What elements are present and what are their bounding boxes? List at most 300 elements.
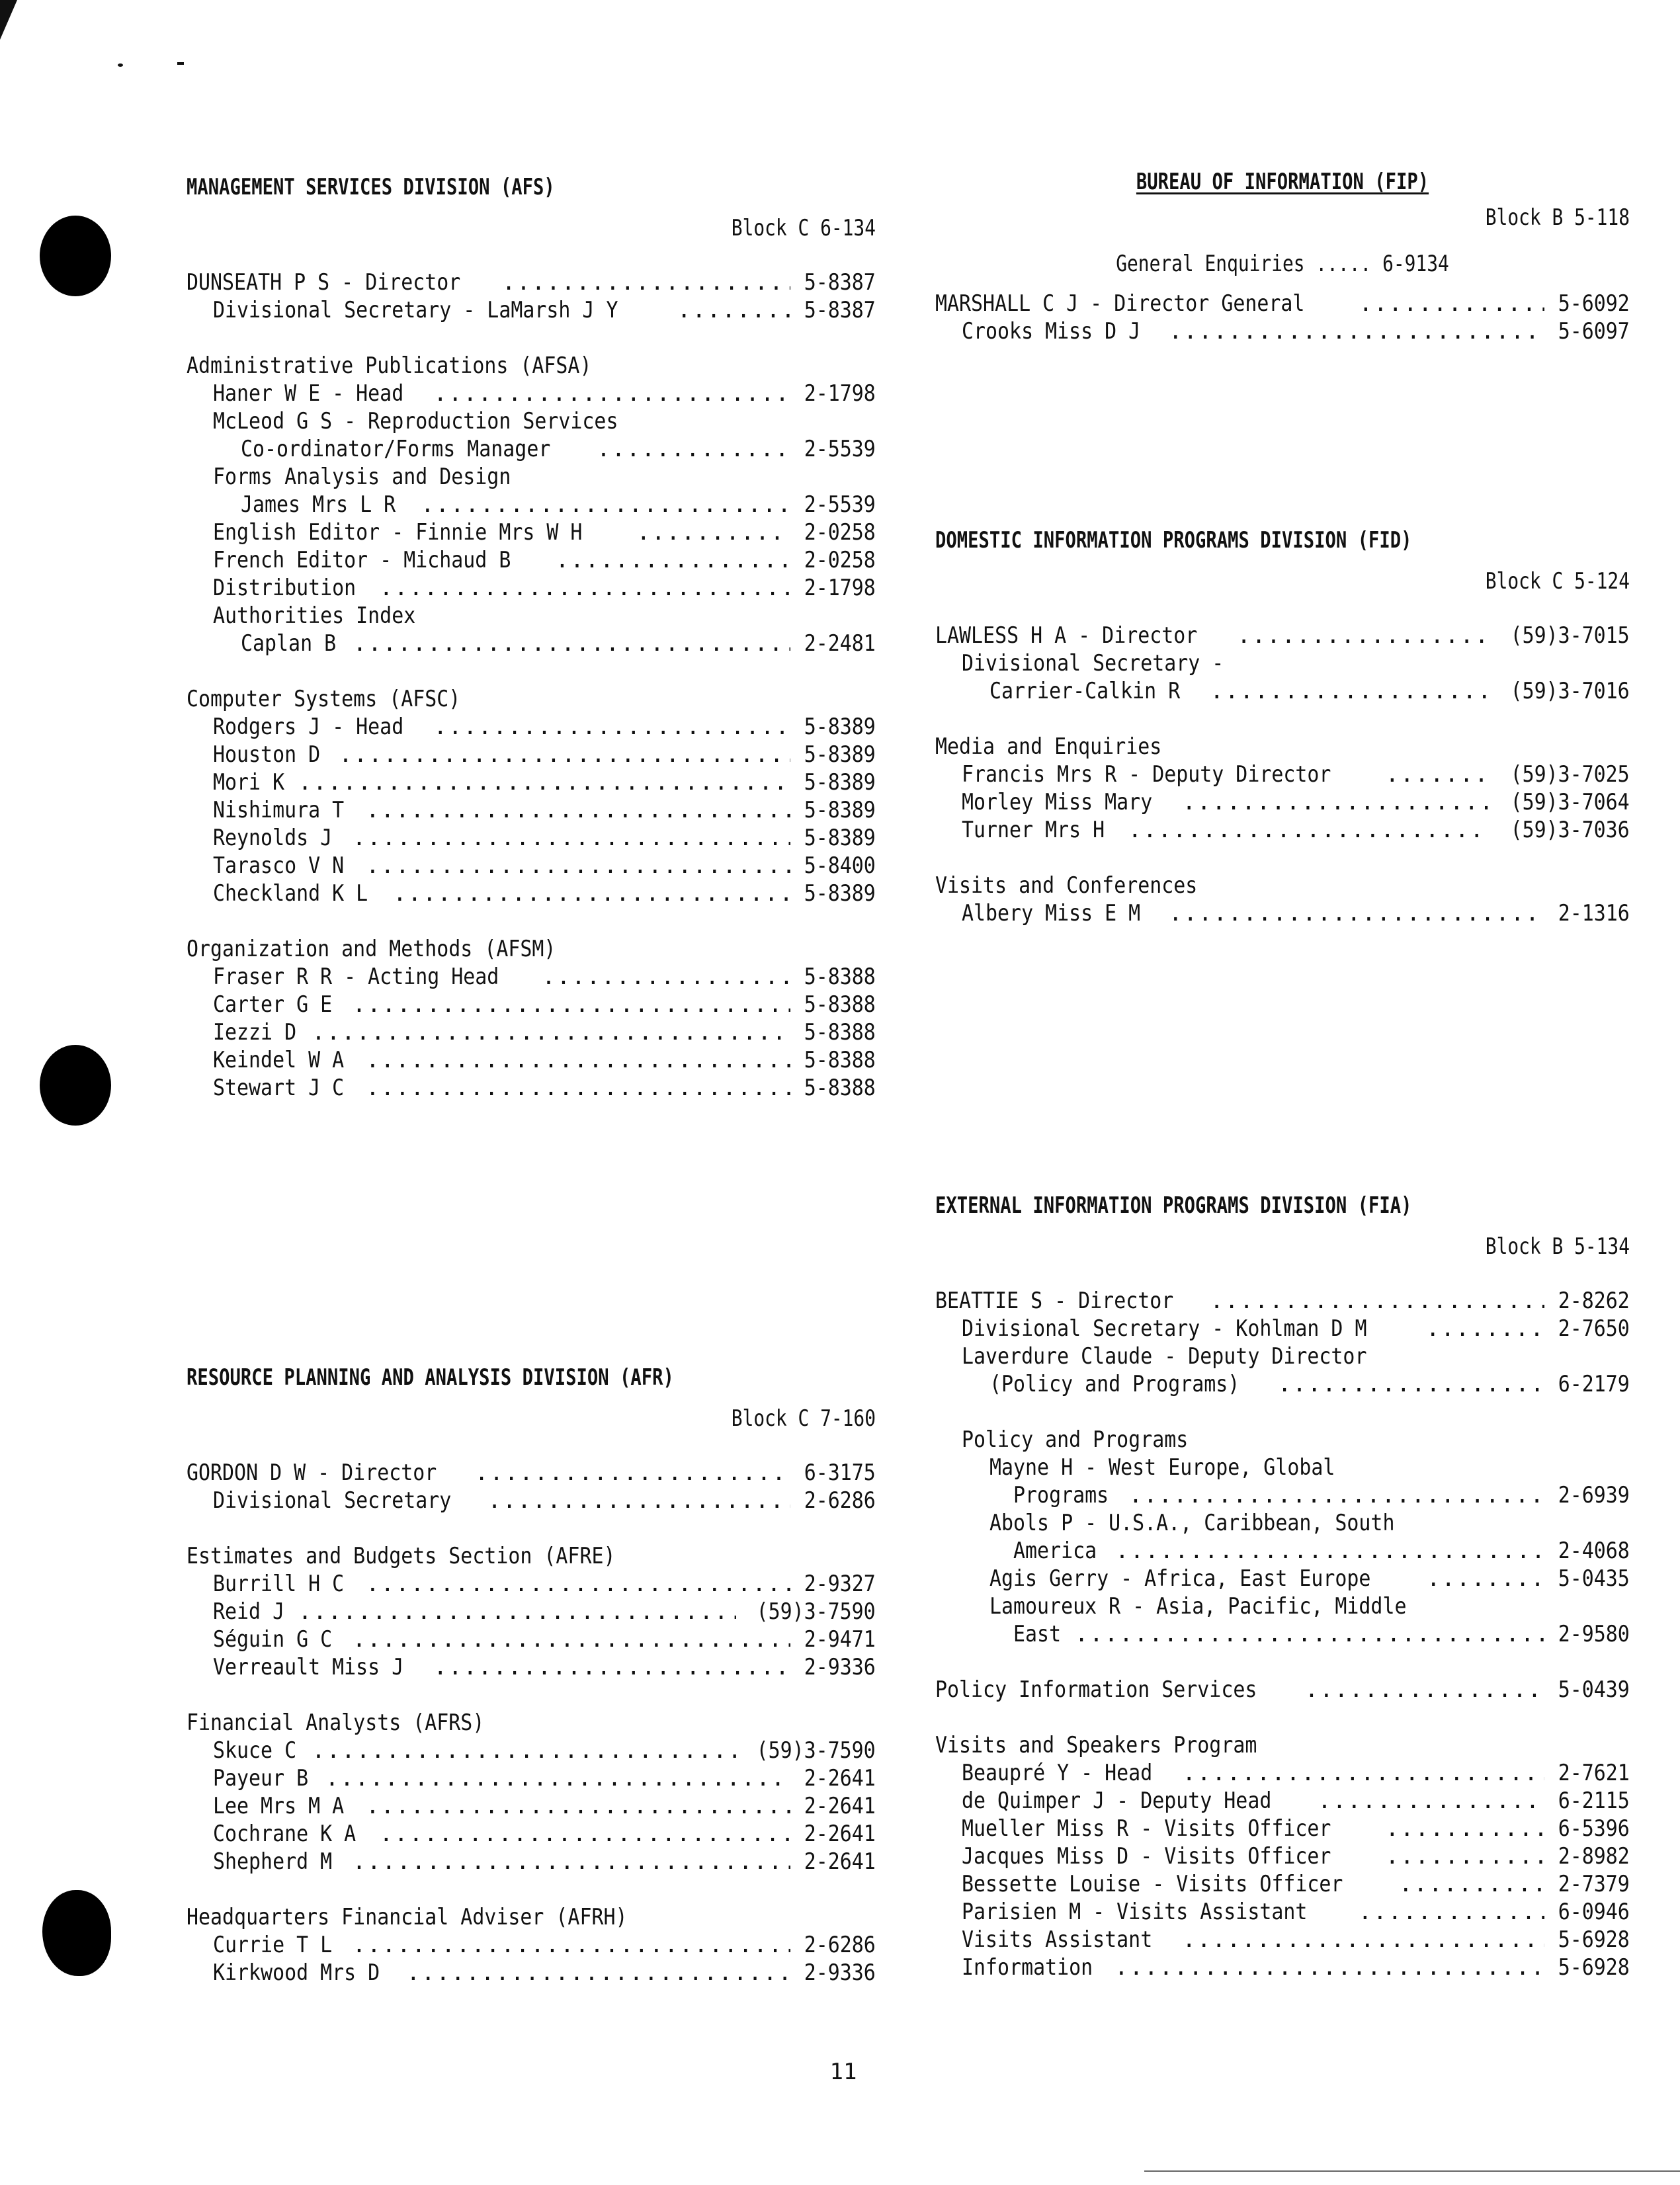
entry-name: LAWLESS H A - Director (935, 622, 1198, 649)
entries (935, 622, 1630, 927)
block-location: Block C 7-160 (731, 1405, 876, 1432)
entry-name: Verreault Miss J (213, 1654, 404, 1680)
dot-leader (353, 1626, 790, 1653)
entry-name: Mori K (213, 769, 285, 796)
dot-leader (298, 768, 790, 796)
entry-name: Administrative Publications (AFSA) (187, 352, 592, 379)
dot-leader (1427, 1565, 1544, 1592)
dot-leader (353, 630, 790, 657)
phone-number: 5-8400 (804, 852, 876, 879)
phone-number: 5-8387 (804, 269, 876, 296)
dot-leader (366, 1570, 790, 1598)
entry-name: Shepherd M (213, 1848, 333, 1875)
directory-entry (935, 1870, 1630, 1898)
phone-number: (59)3-7590 (756, 1598, 876, 1625)
directory-heading (935, 1731, 1630, 1759)
entry-group (187, 935, 876, 1102)
phone-number: 5-6092 (1558, 290, 1630, 317)
directory-entry (187, 824, 876, 852)
entry-name: Stewart J C (213, 1075, 345, 1101)
dot-leader (353, 824, 790, 852)
entry-name: Divisional Secretary - LaMarsh J Y (213, 297, 618, 323)
entry-name: Nishimura T (213, 797, 345, 823)
phone-number: 2-9327 (804, 1571, 876, 1597)
phone-number: 2-1316 (1558, 900, 1630, 927)
phone-number: 6-0946 (1558, 1899, 1630, 1925)
entry-name: Fraser R R - Acting Head (213, 964, 499, 990)
phone-number: 5-8388 (804, 1019, 876, 1046)
directory-entry (187, 1018, 876, 1046)
dot-leader (542, 963, 790, 991)
directory-entry (187, 546, 876, 574)
phone-number: 2-4068 (1558, 1538, 1630, 1564)
phone-number: 5-0435 (1558, 1565, 1630, 1592)
directory-entry (187, 1653, 876, 1681)
entry-name: Laverdure Claude - Deputy Director (962, 1343, 1367, 1370)
directory-entry (187, 768, 876, 796)
dot-leader (1115, 1537, 1544, 1565)
directory-heading (187, 685, 876, 713)
entries (935, 290, 1630, 345)
phone-number: 5-8389 (804, 797, 876, 823)
entry-name: Carrier-Calkin R (989, 678, 1181, 704)
dot-leader (1210, 677, 1491, 705)
directory-entry (187, 268, 876, 296)
directory-entry (935, 1315, 1630, 1342)
entry-name: Policy and Programs (962, 1426, 1189, 1453)
directory-entry (935, 1676, 1630, 1704)
dot-leader (366, 1046, 790, 1074)
dot-leader (434, 1653, 791, 1681)
phone-number: 5-8389 (804, 714, 876, 740)
directory-entry (187, 435, 876, 463)
entry-group (935, 622, 1630, 705)
directory-entry (187, 380, 876, 407)
directory-entry (187, 1848, 876, 1876)
phone-number: 2-2641 (804, 1765, 876, 1792)
entry-name: Tarasco V N (213, 852, 345, 879)
phone-number: 2-0258 (804, 519, 876, 546)
page-number: 11 (829, 2059, 857, 2085)
phone-number: 2-2481 (804, 630, 876, 657)
entry-name: Bessette Louise - Visits Officer (962, 1871, 1343, 1897)
directory-entry (187, 1046, 876, 1074)
directory-entry (187, 1931, 876, 1959)
dot-leader (1318, 1787, 1544, 1815)
directory-entry (935, 290, 1630, 317)
entry-group (935, 1287, 1630, 1398)
entry-name: Visits Assistant (962, 1926, 1153, 1953)
directory-entry (935, 1481, 1630, 1509)
dot-leader (1237, 622, 1490, 649)
dot-leader (1169, 899, 1544, 927)
directory-entry (187, 1764, 876, 1792)
dot-leader (487, 1487, 790, 1514)
entry-name: Computer Systems (AFSC) (187, 686, 461, 712)
dot-leader (1183, 1926, 1545, 1954)
entry-name: Headquarters Financial Adviser (AFRH) (187, 1904, 628, 1930)
entry-name: Checkland K L (213, 880, 368, 907)
directory-heading (935, 649, 1630, 677)
hole-punch-bottom (42, 1890, 111, 1976)
entry-group (935, 1676, 1630, 1704)
phone-number: 5-6097 (1558, 318, 1630, 345)
entry-name: (Policy and Programs) (989, 1371, 1240, 1397)
dot-leader (1359, 1898, 1545, 1926)
entry-name: Financial Analysts (AFRS) (187, 1710, 485, 1736)
entry-name: Albery Miss E M (962, 900, 1141, 927)
phone-number: 2-6286 (804, 1487, 876, 1514)
dot-leader (393, 880, 790, 907)
entry-name: Authorities Index (213, 602, 416, 629)
entry-name: Divisional Secretary - (962, 650, 1224, 677)
directory-heading (935, 1342, 1630, 1370)
directory-entry (935, 788, 1630, 816)
entry-group (935, 1731, 1630, 1981)
dot-leader (353, 1931, 790, 1959)
dot-leader (1114, 1954, 1544, 1981)
dot-leader (312, 1737, 736, 1764)
entry-name: Francis Mrs R - Deputy Director (962, 761, 1331, 788)
entry-group (187, 1459, 876, 1514)
entry-group (187, 1709, 876, 1876)
entry-name: English Editor - Finnie Mrs W H (213, 519, 583, 546)
phone-number: 5-8389 (804, 825, 876, 851)
dot-leader (421, 491, 790, 518)
phone-number: (59)3-7025 (1510, 761, 1630, 788)
dot-leader (1183, 788, 1491, 816)
directory-entry (935, 1287, 1630, 1315)
entry-name: Haner W E - Head (213, 380, 404, 407)
scan-speck (118, 63, 123, 67)
entry-group (935, 872, 1630, 927)
entry-name: Jacques Miss D - Visits Officer (962, 1843, 1331, 1870)
dot-leader (434, 380, 791, 407)
dot-leader (1386, 1815, 1545, 1842)
general-enquiries: General Enquiries ..... 6-9134 (1116, 251, 1449, 277)
directory-heading (187, 935, 876, 963)
dot-leader (1210, 1287, 1544, 1315)
directory-entry (187, 1626, 876, 1653)
directory-entry (187, 741, 876, 768)
directory-entry (935, 1898, 1630, 1926)
dot-leader (366, 1792, 790, 1820)
dot-leader (1359, 290, 1545, 317)
dot-leader (1386, 1842, 1545, 1870)
directory-entry (187, 852, 876, 880)
block-location: Block C 6-134 (731, 215, 876, 241)
scan-corner-mark (0, 0, 17, 40)
dot-leader (366, 852, 790, 880)
dot-leader (353, 1848, 790, 1876)
dot-leader (298, 1598, 736, 1626)
directory-heading (187, 407, 876, 435)
entry-name: Distribution (213, 575, 357, 601)
phone-number: 5-6928 (1558, 1954, 1630, 1981)
entry-group (935, 290, 1630, 345)
directory-entry (187, 1570, 876, 1598)
directory-entry (187, 630, 876, 657)
section-title: DOMESTIC INFORMATION PROGRAMS DIVISION (FID) (935, 527, 1412, 554)
directory-entry (935, 622, 1630, 649)
entry-name: East (989, 1621, 1062, 1647)
phone-number: 2-2641 (804, 1793, 876, 1819)
section-title: RESOURCE PLANNING AND ANALYSIS DIVISION (AFR) (187, 1364, 674, 1391)
dot-leader (637, 518, 791, 546)
entry-name: Reid J (213, 1598, 285, 1625)
entry-name: Houston D (213, 741, 321, 768)
phone-number: 2-2641 (804, 1848, 876, 1875)
entry-name: Estimates and Budgets Section (AFRE) (187, 1543, 616, 1569)
entry-name: Visits and Conferences (935, 872, 1198, 899)
directory-heading (187, 602, 876, 630)
phone-number: 2-6286 (804, 1932, 876, 1958)
phone-number: 5-8388 (804, 1047, 876, 1073)
entry-name: Lamoureux R - Asia, Pacific, Middle (989, 1593, 1407, 1620)
entry-name: French Editor - Michaud B (213, 547, 511, 573)
directory-entry (187, 1487, 876, 1514)
directory-entry (935, 1759, 1630, 1787)
section-resource-planning (187, 1364, 876, 2014)
phone-number: (59)3-7590 (756, 1737, 876, 1764)
directory-entry (935, 1926, 1630, 1954)
entry-name: Turner Mrs H (962, 817, 1105, 843)
entries (187, 268, 876, 1102)
directory-heading (187, 1903, 876, 1931)
directory-entry (935, 761, 1630, 788)
entry-name: BEATTIE S - Director (935, 1288, 1174, 1314)
dot-leader (1426, 1315, 1544, 1342)
directory-heading (935, 1454, 1630, 1481)
directory-entry (187, 713, 876, 741)
phone-number: (59)3-7016 (1510, 678, 1630, 704)
dot-leader (502, 268, 790, 296)
entry-name: de Quimper J - Deputy Head (962, 1788, 1272, 1814)
phone-number: 5-8389 (804, 880, 876, 907)
entry-name: Programs (989, 1482, 1109, 1508)
entry-name: Organization and Methods (AFSM) (187, 936, 556, 962)
directory-entry (187, 1459, 876, 1487)
entry-group (187, 685, 876, 907)
entry-name: Information (962, 1954, 1093, 1981)
entry-name: Mueller Miss R - Visits Officer (962, 1815, 1331, 1842)
directory-entry (935, 899, 1630, 927)
phone-number: 2-9580 (1558, 1621, 1630, 1647)
phone-number: 2-9336 (804, 1654, 876, 1680)
scan-speck (177, 62, 184, 65)
dot-leader (556, 546, 790, 574)
phone-number: 2-8982 (1558, 1843, 1630, 1870)
dot-leader (380, 574, 791, 602)
entry-name: Iezzi D (213, 1019, 297, 1046)
phone-number: 2-1798 (804, 575, 876, 601)
dot-leader (1183, 1759, 1545, 1787)
directory-entry (187, 574, 876, 602)
directory-entry (187, 1820, 876, 1848)
directory-entry (187, 1959, 876, 1987)
entries (935, 1287, 1630, 1981)
entry-name: DUNSEATH P S - Director (187, 269, 461, 296)
dot-leader (1169, 317, 1544, 345)
block-location: Block C 5-124 (1485, 568, 1630, 595)
directory-heading (935, 872, 1630, 899)
entry-name: Visits and Speakers Program (935, 1732, 1257, 1758)
phone-number: 2-1798 (804, 380, 876, 407)
phone-number: 2-9471 (804, 1626, 876, 1653)
dot-leader (339, 741, 790, 768)
directory-entry (187, 1074, 876, 1102)
phone-number: 5-8389 (804, 769, 876, 796)
phone-number: (59)3-7015 (1510, 622, 1630, 649)
entry-name: Payeur B (213, 1765, 309, 1792)
entry-name: James Mrs L R (241, 491, 396, 518)
dot-leader (325, 1764, 790, 1792)
directory-entry (935, 317, 1630, 345)
entry-name: Carter G E (213, 991, 333, 1018)
phone-number: 6-2115 (1558, 1788, 1630, 1814)
phone-number: 2-5539 (804, 491, 876, 518)
entry-name: Burrill H C (213, 1571, 345, 1597)
section-title: BUREAU OF INFORMATION (FIP) (1136, 169, 1429, 195)
phone-number: 5-8388 (804, 991, 876, 1018)
phone-number: 2-7621 (1558, 1760, 1630, 1786)
section-external-information (935, 1192, 1630, 2009)
entry-group (187, 268, 876, 324)
dot-leader (434, 713, 791, 741)
phone-number: 5-8388 (804, 1075, 876, 1101)
dot-leader (475, 1459, 790, 1487)
directory-entry (935, 1954, 1630, 1981)
phone-number: 6-5396 (1558, 1815, 1630, 1842)
entry-name: McLeod G S - Reproduction Services (213, 408, 618, 434)
entry-name: Currie T L (213, 1932, 333, 1958)
phone-number: 2-6939 (1558, 1482, 1630, 1508)
dot-leader (366, 1074, 790, 1102)
directory-entry (935, 816, 1630, 844)
directory-entry (935, 1370, 1630, 1398)
phone-number: (59)3-7064 (1510, 789, 1630, 815)
directory-entry (935, 1787, 1630, 1815)
hole-punch-middle (40, 1045, 111, 1126)
block-location: Block B 5-118 (1485, 204, 1630, 231)
phone-number: 5-8387 (804, 297, 876, 323)
dot-leader (380, 1820, 791, 1848)
dot-leader (312, 1018, 790, 1046)
entry-name: Crooks Miss D J (962, 318, 1141, 345)
phone-number: 6-3175 (804, 1460, 876, 1486)
phone-number: 2-0258 (804, 547, 876, 573)
phone-number: 6-2179 (1558, 1371, 1630, 1397)
dot-leader (597, 435, 790, 463)
phone-number: 2-5539 (804, 436, 876, 462)
entries (187, 1459, 876, 1987)
directory-entry (935, 1565, 1630, 1592)
directory-entry (187, 518, 876, 546)
entry-name: Co-ordinator/Forms Manager (241, 436, 551, 462)
phone-number: 5-6928 (1558, 1926, 1630, 1953)
directory-entry (187, 963, 876, 991)
phone-number: 2-7650 (1558, 1315, 1630, 1342)
directory-entry (935, 1842, 1630, 1870)
entry-name: Beaupré Y - Head (962, 1760, 1153, 1786)
directory-heading (187, 1709, 876, 1737)
entry-name: Lee Mrs M A (213, 1793, 345, 1819)
directory-heading (935, 733, 1630, 761)
section-domestic-information (935, 526, 1630, 955)
entry-name: Skuce C (213, 1737, 297, 1764)
dot-leader (1386, 761, 1491, 788)
entry-name: Divisional Secretary (213, 1487, 452, 1514)
directory-entry (187, 1792, 876, 1820)
dot-leader (677, 296, 790, 324)
entry-group (187, 1542, 876, 1681)
directory-entry (187, 991, 876, 1018)
section-management-services (187, 173, 876, 1130)
entry-name: Rodgers J - Head (213, 714, 404, 740)
phone-number: 2-8262 (1558, 1288, 1630, 1314)
directory-entry (935, 677, 1630, 705)
entry-name: Caplan B (241, 630, 337, 657)
directory-entry (187, 1598, 876, 1626)
dot-leader (1075, 1620, 1544, 1648)
entry-name: Cochrane K A (213, 1821, 357, 1847)
hole-punch-top (40, 216, 111, 296)
entry-name: Agis Gerry - Africa, East Europe (989, 1565, 1371, 1592)
entry-name: Séguin G C (213, 1626, 333, 1653)
entry-name: Mayne H - West Europe, Global (989, 1454, 1335, 1481)
dot-leader (407, 1959, 791, 1987)
scan-speck (1144, 2170, 1680, 2172)
directory-heading (187, 1542, 876, 1570)
entry-name: Forms Analysis and Design (213, 464, 511, 490)
phone-number: 2-9336 (804, 1959, 876, 1986)
directory-entry (935, 1537, 1630, 1565)
dot-leader (1278, 1370, 1544, 1398)
phone-number: 2-7379 (1558, 1871, 1630, 1897)
entry-name: Parisien M - Visits Assistant (962, 1899, 1308, 1925)
entry-group (187, 352, 876, 657)
phone-number: 5-8389 (804, 741, 876, 768)
directory-heading (935, 1592, 1630, 1620)
section-bureau-of-information (935, 168, 1630, 373)
directory-heading (935, 1426, 1630, 1454)
entry-group (935, 733, 1630, 844)
directory-heading (935, 1509, 1630, 1537)
dot-leader (353, 991, 790, 1018)
phone-number: (59)3-7036 (1510, 817, 1630, 843)
phone-number: 2-2641 (804, 1821, 876, 1847)
block-location: Block B 5-134 (1485, 1233, 1630, 1260)
entry-group (187, 1903, 876, 1987)
directory-entry (187, 880, 876, 907)
entry-name: Morley Miss Mary (962, 789, 1153, 815)
directory-entry (935, 1815, 1630, 1842)
dot-leader (1399, 1870, 1544, 1898)
entry-name: America (989, 1538, 1097, 1564)
entry-name: Kirkwood Mrs D (213, 1959, 380, 1986)
directory-heading (187, 463, 876, 491)
dot-leader (1305, 1676, 1544, 1704)
dot-leader (1129, 1481, 1544, 1509)
directory-entry (187, 1737, 876, 1764)
directory-entry (187, 491, 876, 518)
dot-leader (1128, 816, 1491, 844)
phone-number: 5-8388 (804, 964, 876, 990)
entry-name: Media and Enquiries (935, 733, 1162, 760)
directory-entry (187, 796, 876, 824)
directory-heading (187, 352, 876, 380)
entry-name: Reynolds J (213, 825, 333, 851)
